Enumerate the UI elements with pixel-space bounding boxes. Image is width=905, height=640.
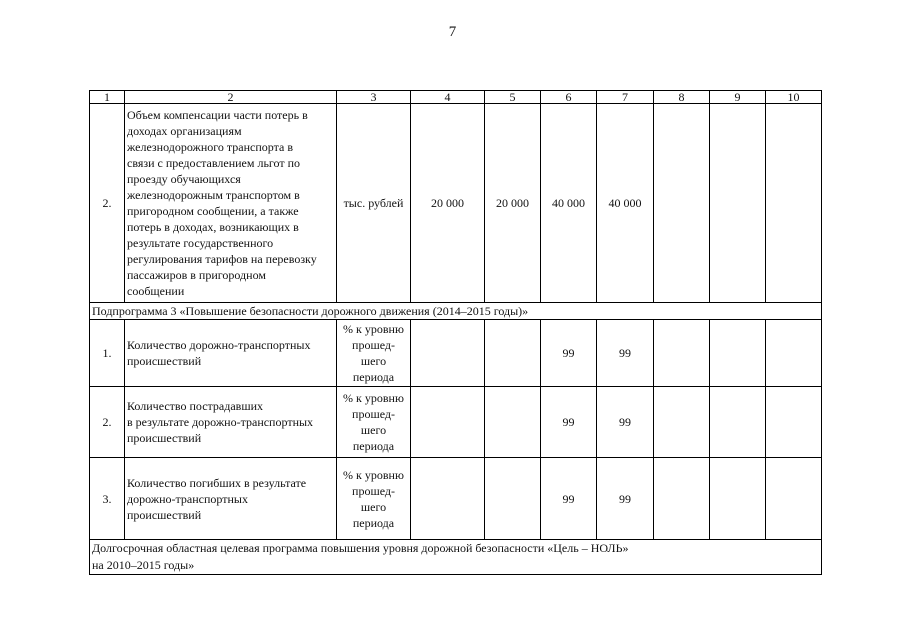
indicator-name: Количество дорожно-транспортных происшествий: [125, 320, 337, 387]
row-number: 2.: [90, 387, 125, 458]
value-cell: 99: [541, 458, 597, 540]
value-cell: 20 000: [485, 104, 541, 303]
indicator-name: Количество погибших в результате дорожно-транспортных происшествий: [125, 458, 337, 540]
row-number: 1.: [90, 320, 125, 387]
indicator-name: Количество пострадавших в результате дорожно-транспортных происшествий: [125, 387, 337, 458]
value-cell: [411, 458, 485, 540]
unit-cell: % к уровню прошед- шего периода: [337, 387, 411, 458]
value-cell: 99: [597, 320, 654, 387]
header-cell: 8: [654, 91, 710, 104]
value-cell: [766, 387, 822, 458]
header-cell: 6: [541, 91, 597, 104]
value-cell: [411, 320, 485, 387]
value-cell: [485, 320, 541, 387]
unit-cell: % к уровню прошед- шего периода: [337, 458, 411, 540]
table-row: [90, 320, 822, 387]
table-row: [90, 458, 822, 540]
value-cell: 99: [541, 320, 597, 387]
indicator-name: Объем компенсации части потерь в доходах организациям железнодорожного транспорта в связи с предоставлением льгот по проезду обучающихся железнодорожным транспортом в пригородном сообщении, а также потерь в доходах, возникающих в результате государственного регулирования тарифов на перевозку пассажиров в пригородном сообщении: [125, 104, 337, 303]
header-cell: 9: [710, 91, 766, 104]
value-cell: [654, 320, 710, 387]
row-number: 2.: [90, 104, 125, 303]
header-cell: 3: [337, 91, 411, 104]
unit-cell: % к уровню прошед- шего периода: [337, 320, 411, 387]
value-cell: 99: [541, 387, 597, 458]
value-cell: [654, 387, 710, 458]
value-cell: [766, 104, 822, 303]
value-cell: 40 000: [597, 104, 654, 303]
value-cell: [710, 387, 766, 458]
header-cell: 4: [411, 91, 485, 104]
table-row: [90, 387, 822, 458]
header-cell: 5: [485, 91, 541, 104]
value-cell: [710, 104, 766, 303]
row-number: 3.: [90, 458, 125, 540]
value-cell: 40 000: [541, 104, 597, 303]
program-row: [90, 540, 822, 575]
value-cell: 99: [597, 387, 654, 458]
value-cell: [766, 320, 822, 387]
value-cell: 99: [597, 458, 654, 540]
value-cell: [654, 104, 710, 303]
subprogram-title: Подпрограмма 3 «Повышение безопасности дорожного движения (2014–2015 годы)»: [90, 303, 822, 320]
value-cell: [710, 320, 766, 387]
value-cell: [766, 458, 822, 540]
header-cell: 1: [90, 91, 125, 104]
indicators-table: [89, 90, 822, 575]
subprogram-row: [90, 303, 822, 320]
value-cell: 20 000: [411, 104, 485, 303]
header-row: [90, 91, 822, 104]
page-number: 7: [448, 24, 457, 40]
header-cell: 7: [597, 91, 654, 104]
value-cell: [485, 387, 541, 458]
header-cell: 10: [766, 91, 822, 104]
header-cell: 2: [125, 91, 337, 104]
value-cell: [485, 458, 541, 540]
table-row: [90, 104, 822, 303]
value-cell: [710, 458, 766, 540]
program-title: Долгосрочная областная целевая программа повышения уровня дорожной безопасности «Цель – НОЛЬ» на 2010–2015 годы»: [90, 540, 822, 575]
unit-cell: тыс. рублей: [337, 104, 411, 303]
value-cell: [654, 458, 710, 540]
value-cell: [411, 387, 485, 458]
